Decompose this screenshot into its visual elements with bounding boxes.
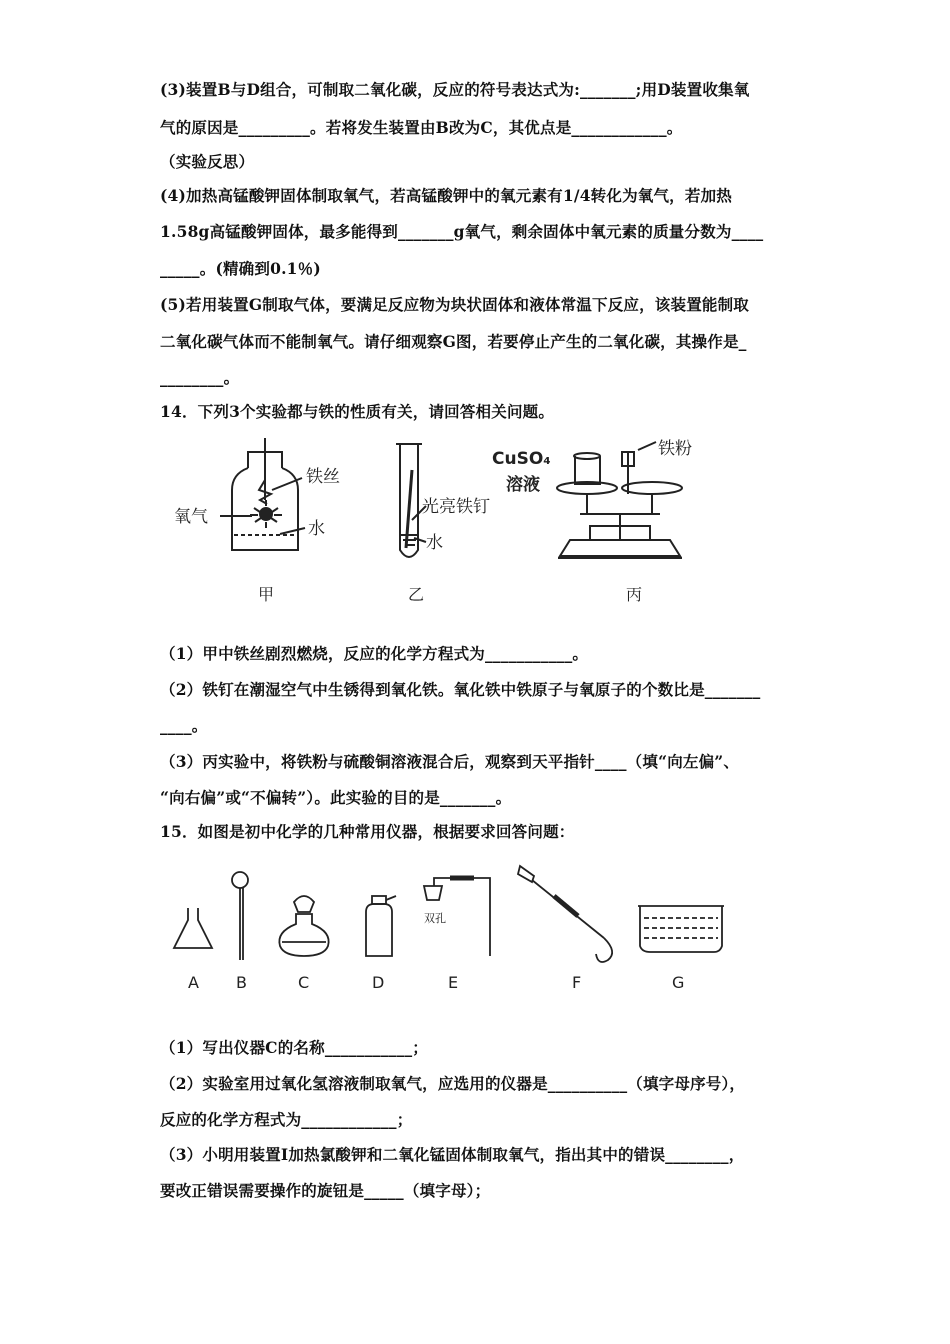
balance-bing	[557, 442, 682, 558]
label-iron-wire: 铁丝	[306, 467, 340, 487]
label-C: C	[298, 973, 310, 992]
label-water-jia: 水	[308, 519, 325, 539]
q14-figure	[160, 430, 720, 610]
label-G: G	[672, 973, 685, 992]
label-iron-powder: 铁粉	[658, 439, 692, 459]
q13-line-5: 1.58g高锰酸钾固体，最多能得到_______g氧气，剩余固体中氧元素的质量分数为____	[160, 222, 764, 241]
label-B: B	[236, 973, 247, 992]
q13-line-9: ________。	[160, 368, 240, 387]
q14-sub-3a: （3）丙实验中，将铁粉与硫酸铜溶液混合后，观察到天平指针____（填“向左偏”、	[160, 752, 740, 771]
q15-sub-3a: （3）小明用装置Ⅰ加热氯酸钾和二氧化锰固体制取氧气，指出其中的错误________，	[160, 1145, 745, 1164]
q15-stem: 15．如图是初中化学的几种常用仪器，根据要求回答问题：	[160, 822, 575, 841]
label-shiny-nail: 光亮铁钉	[422, 497, 490, 517]
label-F: F	[572, 973, 582, 992]
caption-yi: 乙	[408, 585, 425, 604]
label-A: A	[188, 973, 199, 992]
q14-sub-3b: “向右偏”或“不偏转”）。此实验的目的是_______。	[160, 788, 512, 807]
label-D: D	[372, 973, 385, 992]
caption-jia: 甲	[258, 585, 275, 604]
label-E: E	[448, 973, 459, 992]
conical-flask-A	[174, 908, 212, 948]
water-trough-G	[638, 906, 724, 952]
q13-line-7: (5)若用装置G制取气体，要满足反应物为块状固体和液体常温下反应，该装置能制取	[160, 295, 749, 314]
alcohol-lamp-C	[279, 896, 328, 956]
q13-line-6: _____。(精确到0.1％)	[160, 259, 321, 278]
q14-sub-1: （1）甲中铁丝剧烈燃烧，反应的化学方程式为___________。	[160, 644, 589, 663]
bent-tube-F	[518, 866, 612, 962]
label-oxygen: 氧气	[174, 507, 208, 527]
q13-line-8: 二氧化碳气体而不能制氧气。请仔细观察G图，若要停止产生的二氧化碳，其操作是_	[160, 332, 747, 351]
q13-line-3: （实验反思）	[160, 152, 255, 171]
q15-sub-2a: （2）实验室用过氧化氢溶液制取氧气，应选用的仪器是__________（填字母序号），	[160, 1074, 746, 1093]
q15-sub-2b: 反应的化学方程式为____________；	[160, 1110, 413, 1129]
jar-apparatus-jia	[220, 438, 305, 550]
thistle-funnel-B	[232, 872, 248, 960]
q14-sub-2a: （2）铁钉在潮湿空气中生锈得到氧化铁。氧化铁中铁原子与氧原子的个数比是_______	[160, 680, 761, 699]
label-two-hole: 双孔	[424, 912, 446, 925]
q13-line-4: (4)加热高锰酸钾固体制取氧气，若高锰酸钾中的氧元素有1/4转化为氧气，若加热	[160, 186, 732, 205]
q13-line-2: 气的原因是_________。若将发生装置由B改为C，其优点是____________。	[160, 118, 683, 137]
q13-line-1: (3)装置B与D组合，可制取二氧化碳，反应的符号表达式为:_______;用D装置收集氧	[160, 80, 750, 99]
label-solution: 溶液	[506, 475, 540, 495]
label-water-yi: 水	[426, 533, 443, 553]
q15-sub-1: （1）写出仪器C的名称___________；	[160, 1038, 428, 1057]
q15-figure	[160, 856, 740, 996]
q14-stem: 14．下列3个实验都与铁的性质有关，请回答相关问题。	[160, 402, 555, 421]
q14-sub-2b: ____。	[160, 716, 208, 735]
q15-sub-3b: 要改正错误需要操作的旋钮是_____（填字母）；	[160, 1181, 491, 1200]
label-cuso4: CuSO₄	[492, 449, 551, 469]
reagent-bottle-D	[366, 896, 396, 956]
caption-bing: 丙	[626, 585, 643, 604]
